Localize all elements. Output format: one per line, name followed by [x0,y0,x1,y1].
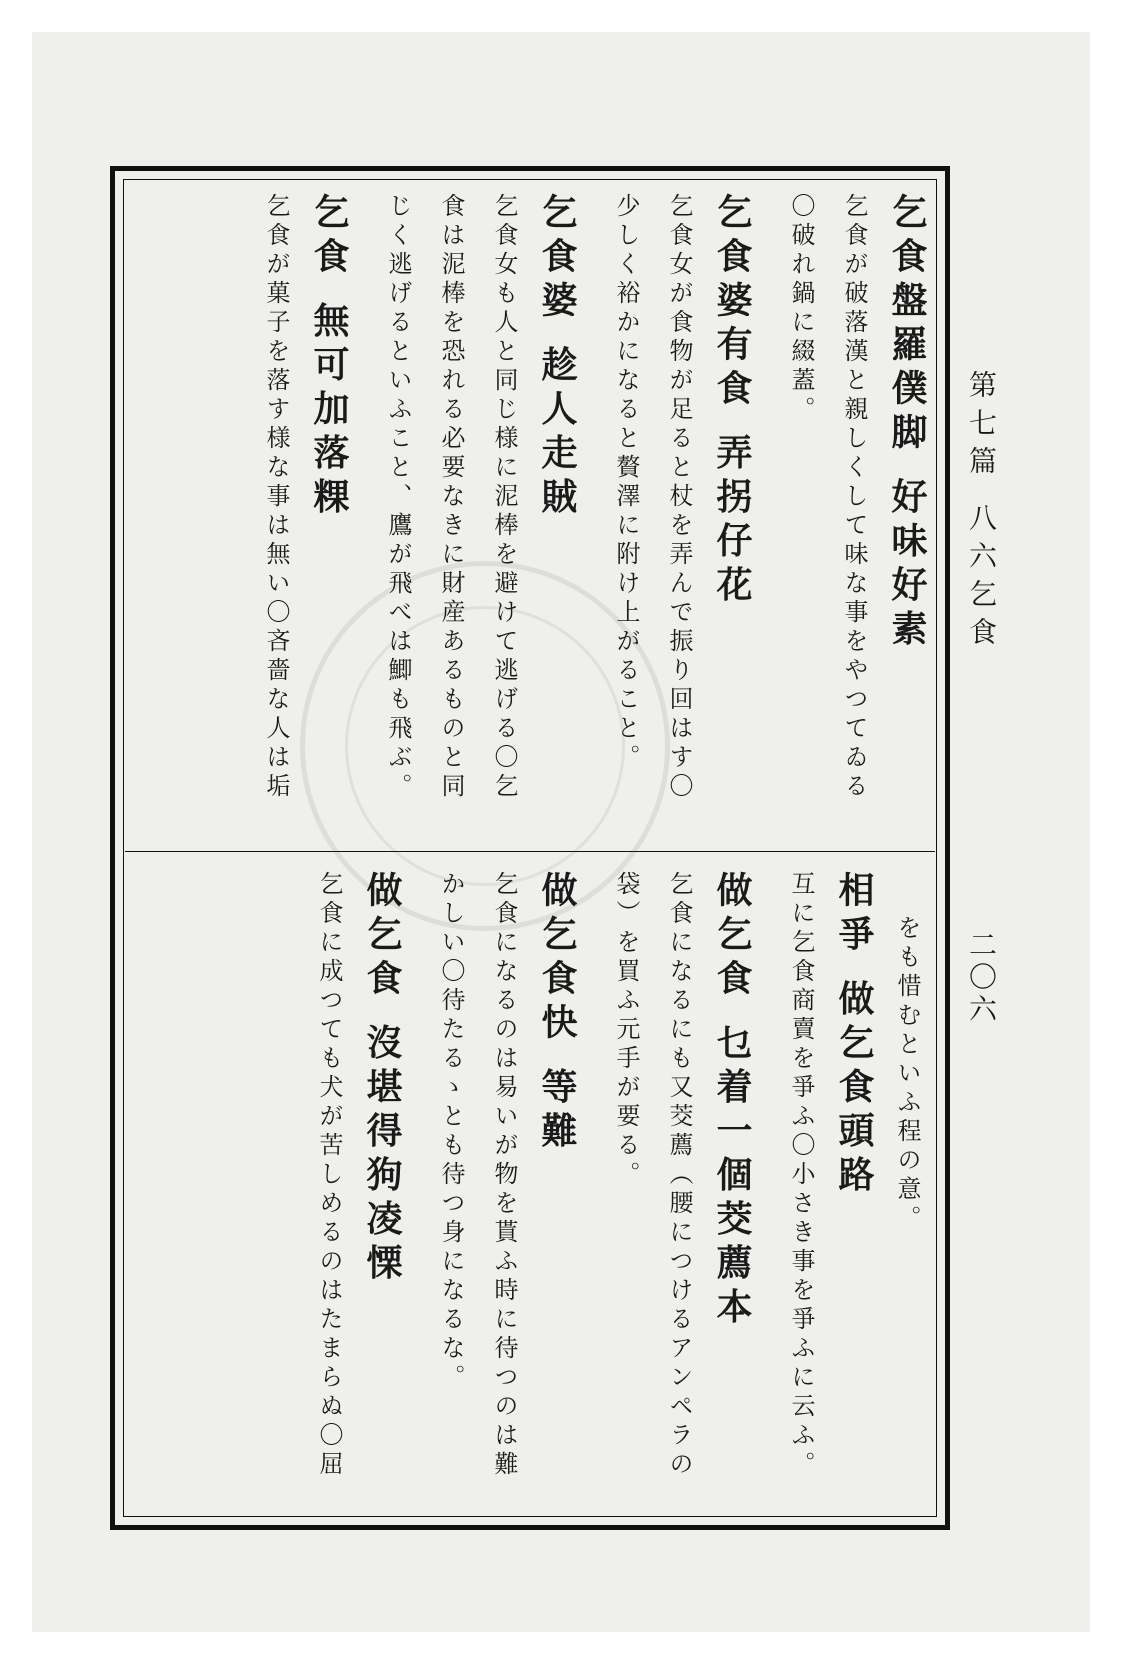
upper-line: じく逃げるといふこと、鷹が飛べは鯽も飛ぶ。 [384,193,412,802]
upper-line: 乞食盤羅僕脚 好味好素 [886,193,928,654]
running-head: 第七篇 八六乞食 [965,370,998,655]
text-frame [110,166,950,1530]
lower-line: 做乞食 乜着一個茭薦本 [711,871,753,1332]
upper-line: 乞食が破落漢と親しくして味な事をやつてゐる [840,193,868,802]
upper-line: 乞食女が食物が足ると杖を弄んで振り回はす〇 [665,193,693,802]
upper-line: 乞食婆 趁人走賊 [536,193,578,522]
lower-line: かしい〇待たるゝとも待つ身になるな。 [437,871,465,1393]
upper-section [127,193,933,843]
upper-line: 食は泥棒を恐れる必要なきに財産あるものと同 [437,193,465,802]
lower-line: 相爭 做乞食頭路 [833,871,875,1200]
lower-line [583,871,599,1491]
lower-line: 乞食に成つても犬が苦しめるのはたまらぬ〇屈 [315,871,343,1480]
lower-line: 互に乞食商賣を爭ふ〇小さき事を爭ふに云ふ。 [787,871,815,1480]
lower-line: 做乞食快 等難 [536,871,578,1156]
upper-line [583,193,599,843]
lower-line [408,871,424,1491]
upper-line: 乞食婆有食 弄拐仔花 [711,193,753,610]
lower-line: 袋）を買ふ元手が要る。 [612,871,640,1190]
lower-section [127,871,933,1491]
upper-line: 少しく裕かになると贅澤に附け上がること。 [612,193,640,773]
upper-line: 乞食が菓子を落す様な事は無い〇吝嗇な人は垢 [262,193,290,802]
lower-line [758,871,774,1491]
upper-line: 乞食 無可加落粿 [308,193,350,522]
upper-line [355,193,371,843]
lower-line: 乞食になるにも又茭薦（腰につけるアンペラの [665,871,693,1480]
upper-line: 乞食女も人と同じ様に泥棒を避けて逃げる〇乞 [490,193,518,802]
lower-line: 乞食になるのは易いが物を貰ふ時に待つのは難 [490,871,518,1480]
lower-line: をも惜むといふ程の意。 [893,915,921,1234]
upper-line: 〇破れ鍋に綴蓋。 [787,193,815,425]
lower-line: 做乞食 沒堪得狗凌慄 [361,871,403,1288]
page-number: 二〇六 [965,930,998,1026]
upper-line [758,193,774,843]
